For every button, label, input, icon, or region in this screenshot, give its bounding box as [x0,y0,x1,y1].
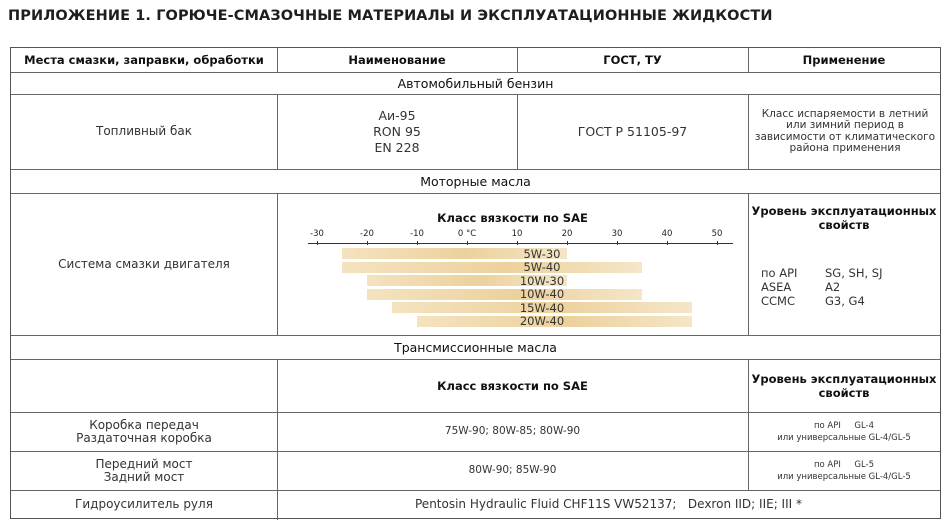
axis-tick [717,241,718,245]
tick-label: -30 [310,229,324,239]
power-steering-place: Гидроусилитель руля [75,496,213,511]
motor-levels [761,266,882,308]
axis-tick [567,241,568,245]
level-std: по API [761,266,798,280]
viscosity-bar-label: 20W-40 [519,314,565,328]
viscosity-bar [367,289,642,300]
gasoline-usage: Класс испаряемости в летний или зимний период в зависимости от климатического района применения [754,107,936,154]
place-line: Коробка передач [89,417,199,432]
page-title: ПРИЛОЖЕНИЕ 1. ГОРЮЧЕ-СМАЗОЧНЫЕ МАТЕРИАЛЫ И ЭКСПЛУАТАЦИОННЫЕ ЖИДКОСТИ [8,8,773,24]
col-divider [748,94,749,169]
gasoline-name: RON 95 [373,123,421,139]
level-std: ASEA [761,280,792,294]
transmission-level-title: Уровень эксплуатационных свойств [751,371,937,400]
viscosity-bar-label: 10W-40 [519,287,565,301]
gasoline-gost: ГОСТ Р 51105-97 [577,124,688,139]
level-line: по API GL-4 [813,420,875,431]
viscosity-bar-label: 5W-30 [523,246,561,261]
place-line: Передний мост [95,456,193,471]
level-line: или универсальные GL-4/GL-5 [777,471,911,482]
level-val: SG, SH, SJ [825,266,883,280]
place-line: Задний мост [103,469,185,484]
axis-tick [467,241,468,245]
viscosity-bar [342,262,642,273]
power-steering-fluid: Pentosin Hydraulic Fluid CHF11S VW52137; Dexron IID; IIE; III * [415,496,802,511]
level-std: CCMC [761,294,796,308]
viscosity-bar-label: 15W-40 [519,300,565,315]
gasoline-name: Аи-95 [378,107,416,123]
level-row [761,280,882,294]
lubricants-table [10,47,941,519]
axis-tick [617,241,618,245]
header-name: Наименование [348,53,446,67]
level-val: A2 [825,280,841,294]
section-gasoline: Автомобильный бензин [397,75,554,91]
motor-level-title: Уровень эксплуатационных свойств [751,204,937,232]
tick-label: 10 [511,229,523,239]
axis-tick [367,241,368,245]
level-line: или универсальные GL-4/GL-5 [777,432,911,443]
level-line: по API GL-5 [813,459,875,470]
header-gost: ГОСТ, ТУ [603,53,662,67]
gasoline-names [277,94,517,169]
section-transmission: Трансмиссионные масла [394,339,557,355]
viscosity-bar-label: 5W-40 [523,260,561,274]
axis-tick [317,241,318,245]
header-places: Места смазки, заправки, обработки [24,53,264,67]
tick-label: 50 [711,229,723,239]
tick-label: 0 °C [457,229,477,239]
level-row [761,294,882,308]
axis-tick [667,241,668,245]
viscosity-bar-label: 10W-30 [519,273,565,288]
section-motor-oils: Моторные масла [420,173,531,189]
tick-label: 30 [611,229,623,239]
tick-label: -10 [410,229,424,239]
header-usage: Применение [802,53,886,67]
axle-levels [748,451,940,490]
gearbox-place [11,412,277,451]
gasoline-place: Топливный бак [96,124,192,138]
axle-grades: 80W-90; 85W-90 [468,463,557,476]
motor-viscosity-title: Класс вязкости по SAE [437,211,588,225]
gearbox-grades: 75W-90; 80W-85; 80W-90 [444,424,581,437]
tick-label: 40 [661,229,673,239]
gearbox-levels [748,412,940,451]
gasoline-name: EN 228 [374,139,420,155]
axle-place [11,451,277,490]
axis-line [308,243,733,244]
level-val: G3, G4 [825,294,865,308]
axis-tick [417,241,418,245]
place-line: Раздаточная коробка [76,430,212,445]
level-row [761,266,882,280]
axis-tick [517,241,518,245]
motor-oil-place: Система смазки двигателя [58,256,230,271]
transmission-viscosity-title: Класс вязкости по SAE [437,378,588,393]
tick-label: 20 [561,229,573,239]
tick-label: -20 [360,229,374,239]
